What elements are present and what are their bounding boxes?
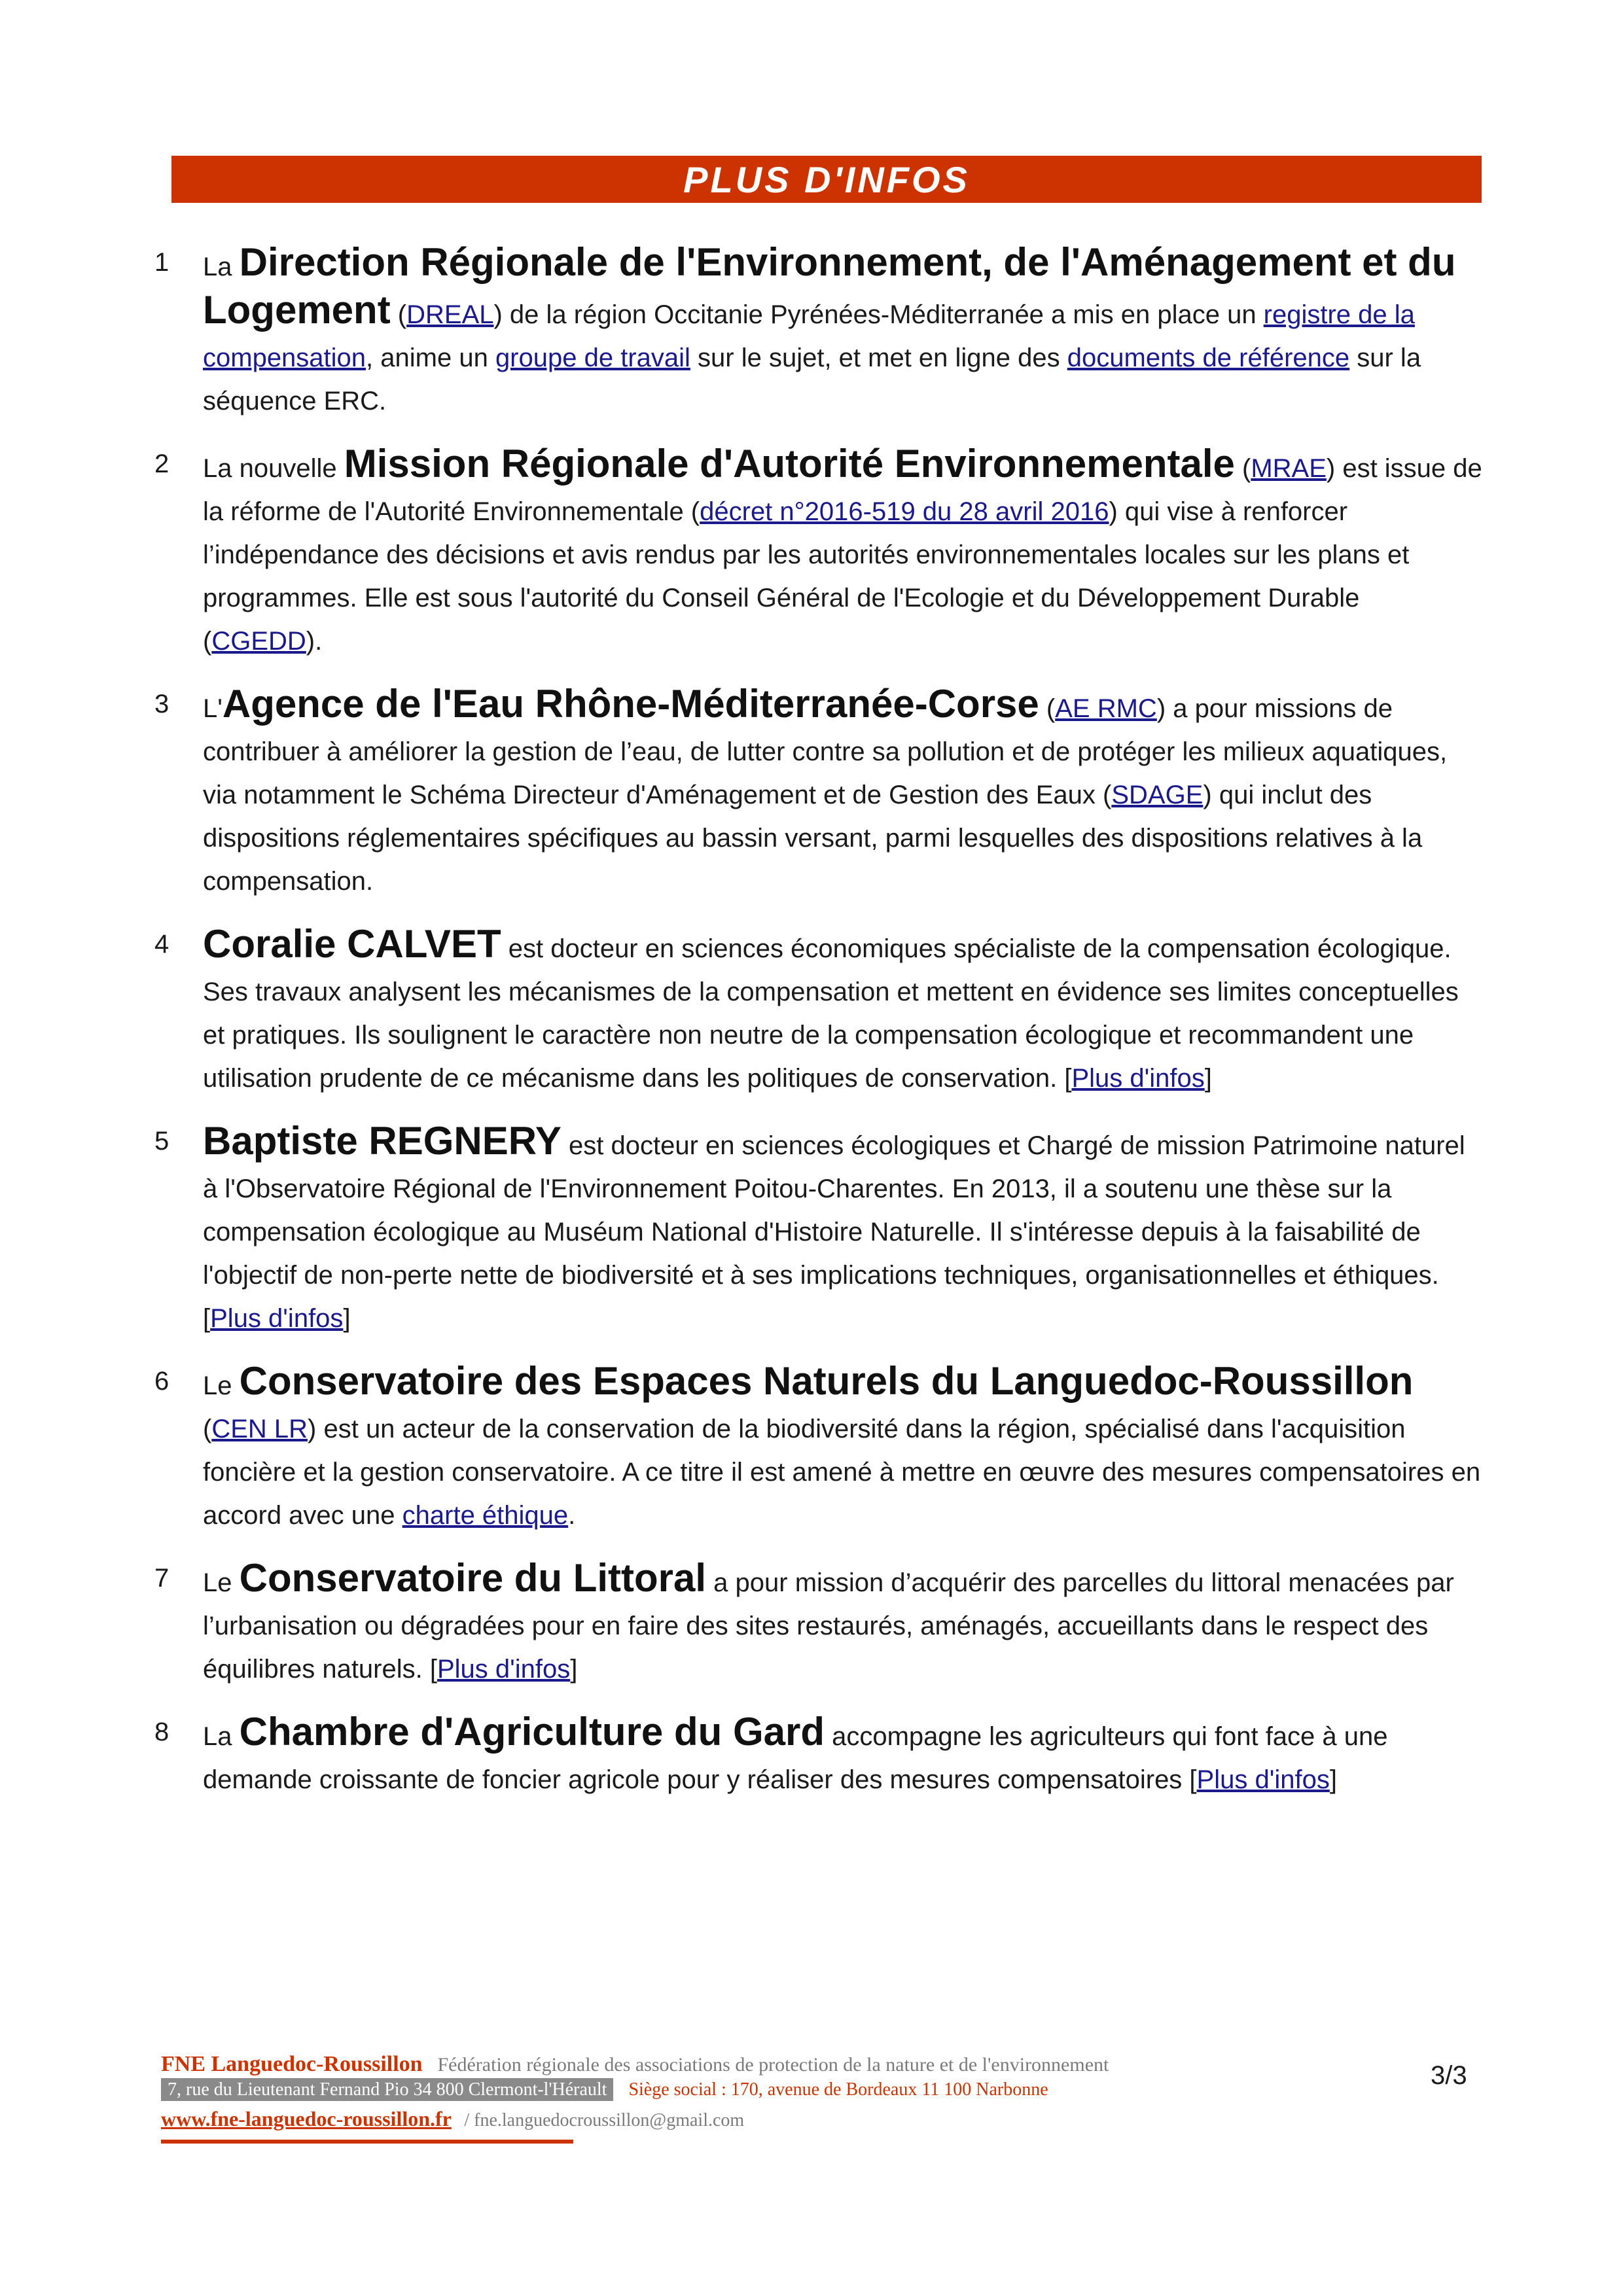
list-item — [154, 923, 1483, 1100]
organization-name: Baptiste REGNERY — [203, 1119, 562, 1163]
item-text — [203, 1360, 1483, 1537]
footer-email: / fne.languedocroussillon@gmail.com — [464, 2110, 745, 2130]
list-item — [154, 1120, 1483, 1340]
body-text: La nouvelle — [203, 454, 344, 483]
footer-brand: FNE Languedoc-Roussillon — [161, 2052, 423, 2076]
item-number: 5 — [154, 1127, 169, 1156]
body-text: sur le sujet, et met en ligne des — [690, 344, 1067, 372]
footer — [161, 2052, 1483, 2144]
body-text: L' — [203, 694, 223, 723]
reference-link[interactable]: MRAE — [1251, 454, 1327, 483]
body-text: est docteur en sciences écologiques et Chargé de mission Patrimoine naturel à l'Observatoire Régional de l'Environnement Poitou-Charentes. En 2013, il a soutenu une thèse sur la compensation écologique au Muséum National d'Histoire Naturelle. Il s'intéresse depuis à la faisabilité de l'objectif de non-perte nette de biodiversité et à ses implications techniques, organisationnelles et éthiques. [ — [203, 1131, 1465, 1333]
reference-link[interactable]: Plus d'infos — [1196, 1765, 1330, 1794]
organization-name: Direction Régionale de l'Environnement, de l'Aménagement et du Logement — [203, 240, 1456, 332]
item-number: 7 — [154, 1564, 169, 1593]
body-text: ) a pour missions de contribuer à améliorer la gestion de l’eau, de lutter contre sa pollution et de protéger les milieux aquatiques, via notamment le Schéma Directeur d'Aménagement et de Gestion des Eaux ( — [203, 694, 1448, 809]
list-item — [154, 241, 1483, 423]
item-text — [203, 241, 1483, 423]
footer-divider — [161, 2140, 573, 2144]
body-text: La — [203, 1722, 240, 1751]
reference-link[interactable]: Plus d'infos — [1071, 1064, 1205, 1093]
body-text: ( — [1039, 694, 1056, 723]
reference-link[interactable]: Plus d'infos — [437, 1655, 571, 1684]
body-text: Le — [203, 1568, 240, 1597]
list-item — [154, 1360, 1483, 1537]
body-text: a pour mission d’acquérir des parcelles du littoral menacées par l’urbanisation ou dégradées pour en faire des sites restaurés, aménagés, accueillants dans le respect des équilibres naturels. [ — [203, 1568, 1454, 1684]
reference-link[interactable]: charte éthique — [402, 1501, 569, 1530]
body-text: ( — [203, 1415, 212, 1443]
footer-address: 7, rue du Lieutenant Fernand Pio 34 800 Clermont-l'Hérault — [161, 2078, 613, 2101]
body-text: . — [568, 1501, 576, 1530]
item-text — [203, 1120, 1483, 1340]
section-banner — [171, 156, 1482, 203]
info-list — [154, 241, 1483, 1821]
footer-siege: Siège social : 170, avenue de Bordeaux 11 100 Narbonne — [628, 2079, 1048, 2100]
reference-link[interactable]: CGEDD — [211, 627, 306, 656]
item-text — [203, 442, 1483, 663]
organization-name: Mission Régionale d'Autorité Environnementale — [344, 442, 1235, 486]
body-text: ] — [343, 1304, 351, 1333]
organization-name: Conservatoire du Littoral — [239, 1556, 707, 1600]
reference-link[interactable]: Plus d'infos — [210, 1304, 344, 1333]
reference-link[interactable]: décret n°2016-519 du 28 avril 2016 — [700, 497, 1109, 526]
item-number: 6 — [154, 1367, 169, 1396]
organization-name: Coralie CALVET — [203, 922, 501, 966]
organization-name: Agence de l'Eau Rhône-Méditerranée-Corse — [222, 682, 1039, 726]
reference-link[interactable]: SDAGE — [1111, 781, 1204, 809]
footer-description: Fédération régionale des associations de protection de la nature et de l'environnement — [437, 2054, 1109, 2075]
reference-link[interactable]: AE RMC — [1055, 694, 1157, 723]
body-text: ) qui inclut des dispositions réglementaires spécifiques au bassin versant, parmi lesquelles des dispositions relatives à la compensation. — [203, 781, 1423, 896]
body-text: ( — [390, 300, 407, 329]
list-item — [154, 442, 1483, 663]
body-text: ] — [570, 1655, 578, 1684]
body-text: ) est un acteur de la conservation de la biodiversité dans la région, spécialisé dans l'acquisition foncière et la gestion conservatoire. A ce titre il est amené à mettre en œuvre des mesures compensatoires en accord avec une — [203, 1415, 1481, 1530]
body-text: La — [203, 253, 240, 281]
list-item — [154, 1710, 1483, 1801]
reference-link[interactable]: CEN LR — [211, 1415, 308, 1443]
item-number: 4 — [154, 930, 169, 959]
item-number: 2 — [154, 450, 169, 478]
list-item — [154, 682, 1483, 903]
reference-link[interactable]: registre de la compensation — [203, 300, 1415, 372]
body-text: accompagne les agriculteurs qui font face à une demande croissante de foncier agricole pour y réaliser des mesures compensatoires [ — [203, 1722, 1388, 1794]
reference-link[interactable]: groupe de travail — [495, 344, 690, 372]
item-text — [203, 923, 1483, 1100]
body-text: ) de la région Occitanie Pyrénées-Méditerranée a mis en place un — [493, 300, 1264, 329]
footer-website-link[interactable]: www.fne-languedoc-roussillon.fr — [161, 2107, 452, 2130]
body-text: , anime un — [366, 344, 495, 372]
banner-title: PLUS D'INFOS — [683, 158, 970, 200]
body-text: ). — [306, 627, 323, 656]
body-text: ] — [1204, 1064, 1212, 1093]
footer-line-3 — [161, 2107, 744, 2131]
body-text: ) est issue de la réforme de l'Autorité Environnementale ( — [203, 454, 1482, 526]
organization-name: Chambre d'Agriculture du Gard — [239, 1710, 825, 1754]
body-text: Le — [203, 1371, 240, 1400]
list-item — [154, 1557, 1483, 1691]
footer-line-1 — [161, 2052, 1109, 2077]
body-text: ( — [1234, 454, 1251, 483]
item-text — [203, 1710, 1483, 1801]
reference-link[interactable]: documents de référence — [1067, 344, 1350, 372]
reference-link[interactable]: DREAL — [406, 300, 494, 329]
body-text: est docteur en sciences économiques spécialiste de la compensation écologique. Ses travaux analysent les mécanismes de la compensation et mettent en évidence ses limites conceptuelles et pratiques. Ils soulignent le caractère non neutre de la compensation écologique et recommandent une utilisation prudente de ce mécanisme dans les politiques de conservation. [ — [203, 934, 1459, 1093]
footer-line-2 — [161, 2079, 1048, 2100]
body-text: ) qui vise à renforcer l’indépendance des décisions et avis rendus par les autorités environnementales locales sur les plans et programmes. Elle est sous l'autorité du Conseil Général de l'Ecologie et du Développement Durable ( — [203, 497, 1410, 656]
organization-name: Conservatoire des Espaces Naturels du Languedoc-Roussillon — [239, 1359, 1414, 1403]
item-number: 1 — [154, 248, 169, 277]
item-number: 8 — [154, 1718, 169, 1746]
item-number: 3 — [154, 690, 169, 718]
page-number: 3/3 — [1431, 2061, 1467, 2090]
item-text — [203, 1557, 1483, 1691]
body-text: sur la séquence ERC. — [203, 344, 1421, 415]
body-text: ] — [1329, 1765, 1337, 1794]
item-text — [203, 682, 1483, 903]
